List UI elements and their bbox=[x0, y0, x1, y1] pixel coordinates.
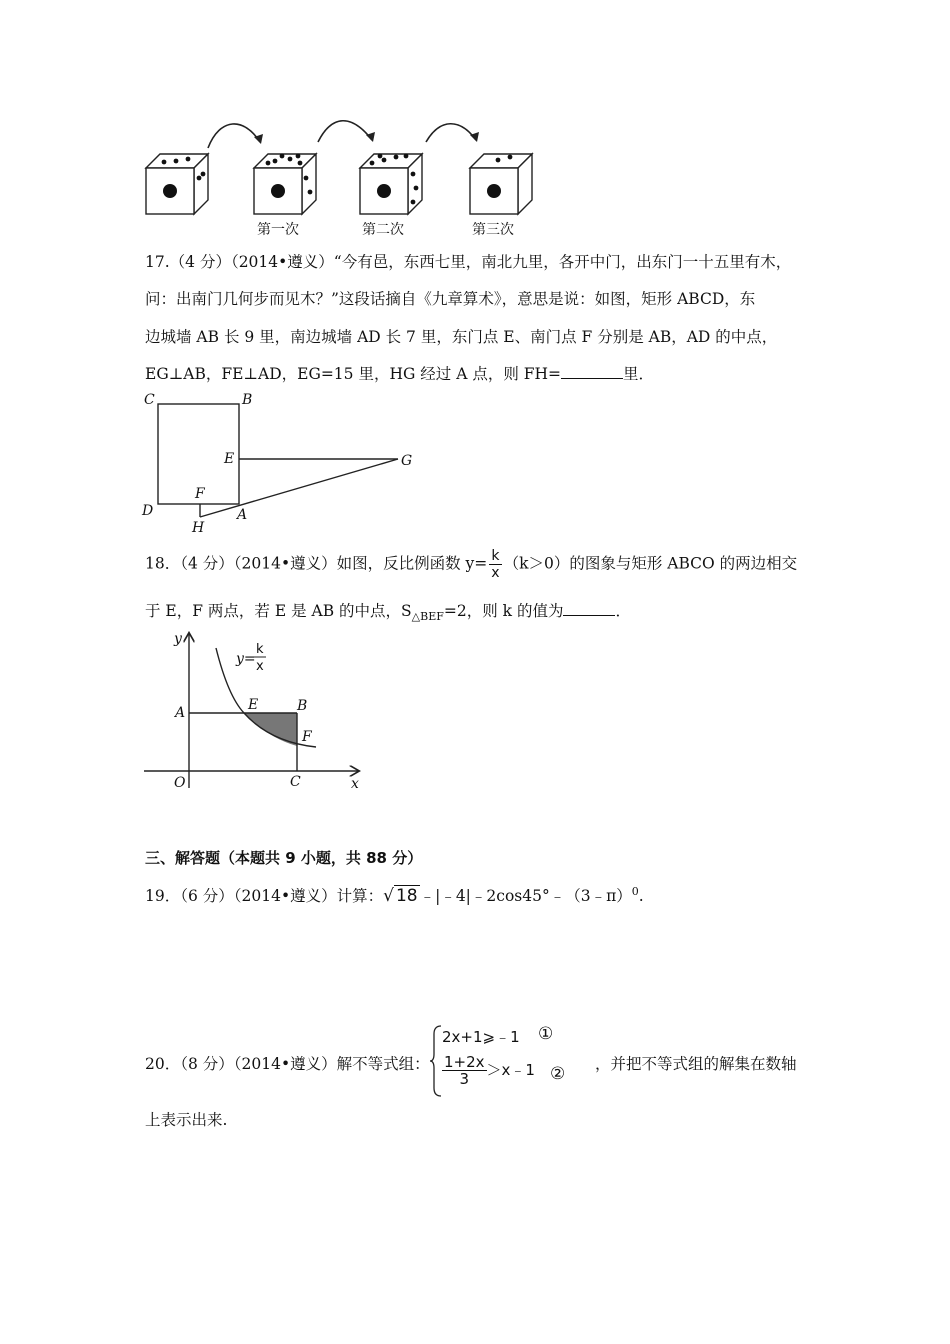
caption-third: 第三次 bbox=[472, 222, 514, 238]
q18-line1 bbox=[145, 548, 797, 581]
label-H: H bbox=[192, 520, 205, 536]
area-subscript: △BEF bbox=[411, 610, 444, 624]
label-A: A bbox=[237, 507, 248, 523]
die-first bbox=[254, 154, 316, 214]
square-root: √ 18 bbox=[383, 886, 418, 906]
inequality-2-text: ＞x﹣1 bbox=[486, 1061, 535, 1079]
label-A: A bbox=[175, 705, 186, 721]
label-D: D bbox=[142, 503, 154, 519]
q19-line bbox=[145, 884, 644, 906]
q18-line2-text: 于 E，F 两点，若 E 是 AB 的中点，S bbox=[145, 602, 412, 620]
dice-figure bbox=[140, 112, 540, 240]
fraction-k-over-x bbox=[489, 548, 501, 581]
q20-post: ，并把不等式组的解集在数轴 bbox=[595, 1055, 797, 1073]
fraction-1-plus-2x-over-3 bbox=[442, 1054, 487, 1087]
inequality-system bbox=[430, 1024, 590, 1100]
inequality-1-text: 2x+1⩾﹣1 bbox=[442, 1028, 520, 1046]
label-F: F bbox=[195, 486, 205, 502]
axis-label-y: y bbox=[174, 631, 182, 647]
label-O: O bbox=[174, 775, 186, 791]
q18-graph bbox=[140, 628, 370, 793]
curve-label-num: k bbox=[256, 642, 264, 657]
caption-first: 第一次 bbox=[257, 222, 299, 238]
arrow-icon bbox=[208, 121, 476, 148]
circled-one: ① bbox=[538, 1024, 554, 1044]
q17-figure bbox=[140, 388, 430, 538]
section-title: 三、解答题（本题共 9 小题，共 88 分） bbox=[145, 849, 423, 867]
q19-expression: ﹣|﹣4|﹣2cos45°﹣（3﹣π） bbox=[419, 887, 632, 905]
q18-line2-end: ． bbox=[615, 602, 631, 620]
q19-end: . bbox=[638, 887, 644, 905]
label-E: E bbox=[248, 697, 259, 713]
q20-pre: 20．（8 分）（2014•遵义）解不等式组： bbox=[145, 1055, 430, 1073]
fraction-denominator: x bbox=[491, 565, 500, 581]
curve-label-den: x bbox=[256, 659, 264, 674]
q17-line3: 边城墙 AB 长 9 里，南边城墙 AD 长 7 里，东门点 E、南门点 F 分别是 AB，AD 的中点， bbox=[145, 328, 778, 346]
label-E: E bbox=[224, 451, 235, 467]
label-B: B bbox=[242, 392, 253, 408]
radicand: 18 bbox=[395, 886, 418, 906]
q17-line2: 问：出南门几何步而见木？”这段话摘自《九章算术》，意思是说：如图，矩形 ABCD，东 bbox=[145, 290, 756, 308]
q19-text: 19．（6 分）（2014•遵义）计算： bbox=[145, 887, 384, 905]
die-second bbox=[360, 154, 422, 214]
label-B: B bbox=[297, 698, 308, 714]
curve-label: y= bbox=[236, 651, 256, 667]
axis-label-x: x bbox=[351, 776, 359, 792]
q18-line2-mid: =2，则 k 的值为 bbox=[443, 602, 564, 620]
fraction-numerator: 1+2x bbox=[444, 1053, 485, 1071]
left-brace-icon bbox=[430, 1024, 442, 1098]
caption-second: 第二次 bbox=[362, 222, 404, 238]
q18-line1-end: （k＞0）的图象与矩形 ABCO 的两边相交 bbox=[503, 554, 798, 573]
q17-line4-end: 里． bbox=[623, 365, 655, 383]
label-G: G bbox=[401, 453, 413, 469]
q17-line1: 17.（4 分）（2014•遵义）“今有邑，东西七里，南北九里，各开中门，出东门一十五里有木， bbox=[145, 253, 792, 271]
label-C: C bbox=[290, 774, 301, 790]
label-F: F bbox=[302, 729, 312, 745]
inequality-1 bbox=[442, 1026, 520, 1047]
q18-line2 bbox=[145, 599, 631, 623]
circled-two: ② bbox=[550, 1064, 566, 1084]
q17-line4-text: EG⊥AB，FE⊥AD，EG=15 里，HG 经过 A 点，则 FH= bbox=[145, 365, 562, 383]
q17-line4 bbox=[145, 362, 654, 384]
q20-line2: 上表示出来. bbox=[145, 1111, 228, 1129]
q18-line1-text: 18．（4 分）（2014•遵义）如图，反比例函数 y= bbox=[145, 554, 488, 573]
exponent: 0 bbox=[631, 884, 639, 898]
answer-blank-k[interactable] bbox=[563, 601, 615, 616]
inequality-2 bbox=[442, 1054, 535, 1087]
answer-blank-fh[interactable] bbox=[561, 364, 623, 379]
label-C: C bbox=[144, 392, 155, 408]
die-third bbox=[470, 154, 532, 214]
fraction-denominator: 3 bbox=[459, 1070, 470, 1088]
fraction-numerator: k bbox=[489, 548, 501, 565]
